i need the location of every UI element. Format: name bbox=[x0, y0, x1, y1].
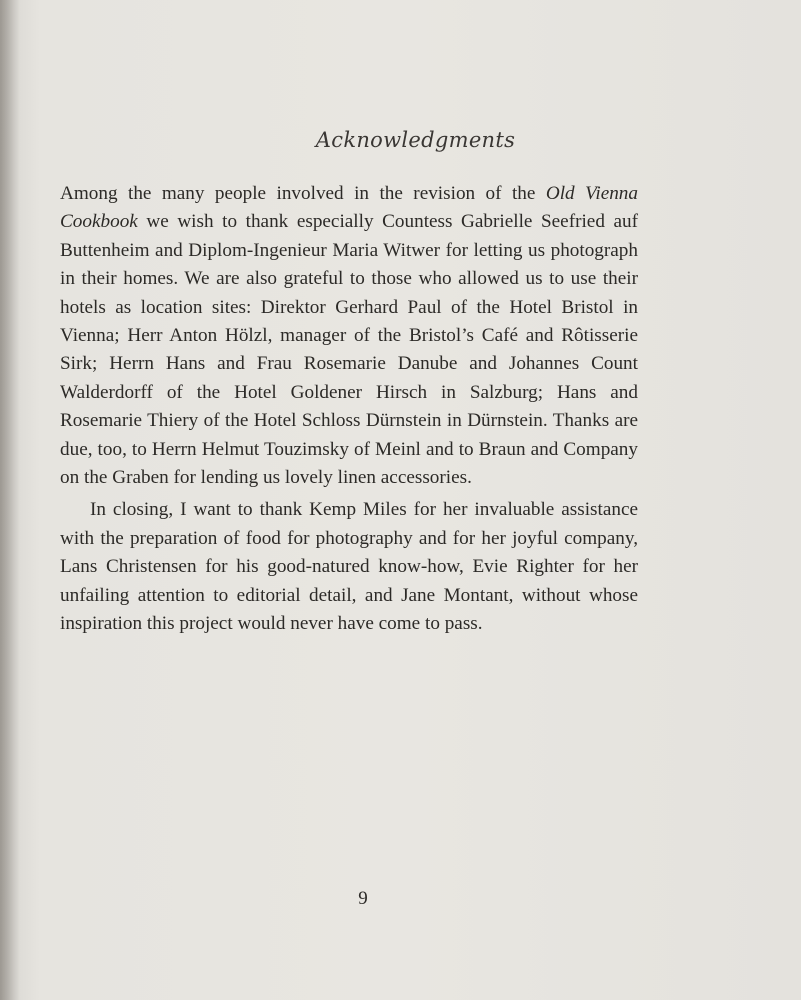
paragraph-1 bbox=[60, 180, 638, 492]
paragraph-1-intro: Among the many people involved in the revision of the bbox=[60, 183, 546, 204]
page-number: 9 bbox=[358, 888, 368, 909]
paragraph-2: In closing, I want to thank Kemp Miles for her invaluable assistance with the preparation of food for photography and for her joyful company, Lans Christensen for his good-natured know-how, Evie Righter for her unfailing attention to editorial detail, and Jane Montant, without whose inspiration this project would never have come to pass. bbox=[60, 499, 638, 635]
page-title: Acknowledgments bbox=[315, 128, 516, 152]
book-title: Old Vienna Cookbook bbox=[60, 183, 638, 233]
paragraph-1-rest: we wish to thank especially Countess Gabrielle Seefried auf Buttenheim and Diplom-Ingenieur Maria Witwer for letting us photograph in their homes. We are also grateful to those who allowed us to use their hotels as location sites: Direktor Gerhard Paul of the Hotel Bristol in Vienna; Herr Anton Hölzl, manager of the Bristol’s Café and Rôtisserie Sirk; Herrn Hans and Frau Rosemarie Danube and Johannes Count Walderdorff of the Hotel Goldener Hirsch in Salzburg; Hans and Rosemarie Thiery of the Hotel Schloss Dürnstein in Dürnstein. Thanks are due, too, to Herrn Helmut Touzimsky of Meinl and to Braun and Company on the Graben for lending us lovely linen accessories. bbox=[60, 211, 638, 489]
body-text bbox=[60, 180, 638, 639]
